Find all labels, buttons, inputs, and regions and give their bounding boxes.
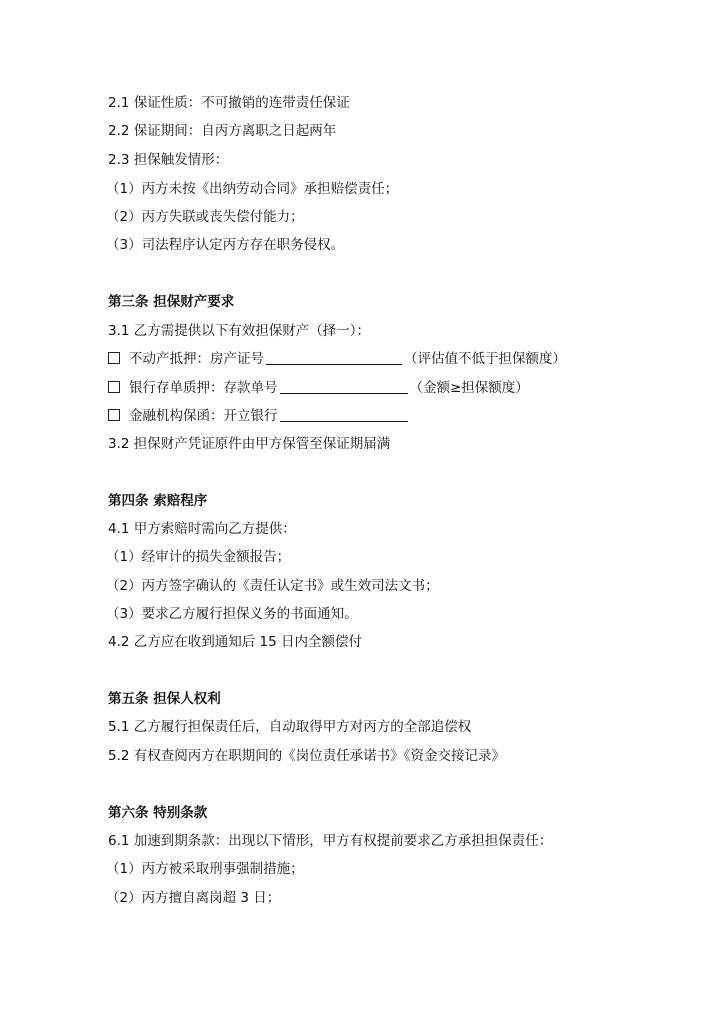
clause-4-1: 4.1 甲方索赔时需向乙方提供： bbox=[108, 521, 296, 537]
section-5-heading: 第五条 担保人权利 bbox=[108, 691, 221, 707]
property-cert-number-field[interactable] bbox=[266, 350, 402, 365]
option-real-estate-note: （评估值不低于担保额度） bbox=[404, 351, 566, 367]
section-4-heading: 第四条 索赔程序 bbox=[108, 493, 208, 509]
clause-2-3-item-3: （3）司法程序认定丙方存在职务侵权。 bbox=[106, 237, 345, 253]
clause-2-2: 2.2 保证期间：自丙方离职之日起两年 bbox=[108, 123, 337, 139]
checkbox-bank-deposit[interactable] bbox=[108, 381, 120, 393]
clause-5-1: 5.1 乙方履行担保责任后，自动取得甲方对丙方的全部追偿权 bbox=[108, 719, 472, 735]
option-bank-deposit-label: 银行存单质押：存款单号 bbox=[129, 380, 278, 396]
clause-2-3: 2.3 担保触发情形： bbox=[108, 152, 229, 168]
option-real-estate-label: 不动产抵押：房产证号 bbox=[129, 351, 264, 367]
option-bank-guarantee-label: 金融机构保函：开立银行 bbox=[129, 408, 278, 424]
section-6-heading: 第六条 特别条款 bbox=[108, 805, 208, 821]
option-bank-deposit-note: （金额≥担保额度） bbox=[409, 380, 529, 396]
clause-4-1-item-3: （3）要求乙方履行担保义务的书面通知。 bbox=[106, 606, 358, 622]
clause-6-1: 6.1 加速到期条款：出现以下情形，甲方有权提前要求乙方承担担保责任： bbox=[108, 833, 553, 849]
issuing-bank-field[interactable] bbox=[280, 407, 408, 422]
checkbox-bank-guarantee[interactable] bbox=[108, 409, 120, 421]
clause-4-1-item-2: （2）丙方签字确认的《责任认定书》或生效司法文书； bbox=[106, 578, 439, 594]
clause-2-3-item-1: （1）丙方未按《出纳劳动合同》承担赔偿责任； bbox=[106, 181, 399, 197]
clause-6-1-item-1: （1）丙方被采取刑事强制措施； bbox=[106, 861, 304, 877]
checkbox-real-estate[interactable] bbox=[108, 352, 120, 364]
option-bank-guarantee bbox=[108, 407, 410, 425]
section-3-heading: 第三条 担保财产要求 bbox=[108, 294, 235, 310]
clause-2-3-item-2: （2）丙方失联或丧失偿付能力； bbox=[106, 209, 304, 225]
clause-4-1-item-1: （1）经审计的损失金额报告； bbox=[106, 549, 291, 565]
clause-3-2: 3.2 担保财产凭证原件由甲方保管至保证期届满 bbox=[108, 436, 391, 452]
option-bank-deposit bbox=[108, 379, 529, 397]
clause-5-2: 5.2 有权查阅丙方在职期间的《岗位责任承诺书》《资金交接记录》 bbox=[108, 748, 506, 764]
clause-3-1: 3.1 乙方需提供以下有效担保财产（择一）： bbox=[108, 323, 371, 339]
clause-6-1-item-2: （2）丙方擅自离岗超 3 日； bbox=[106, 890, 281, 906]
deposit-number-field[interactable] bbox=[280, 379, 408, 394]
option-real-estate bbox=[108, 350, 566, 368]
clause-2-1: 2.1 保证性质：不可撤销的连带责任保证 bbox=[108, 95, 350, 111]
clause-4-2: 4.2 乙方应在收到通知后 15 日内全额偿付 bbox=[108, 634, 363, 650]
